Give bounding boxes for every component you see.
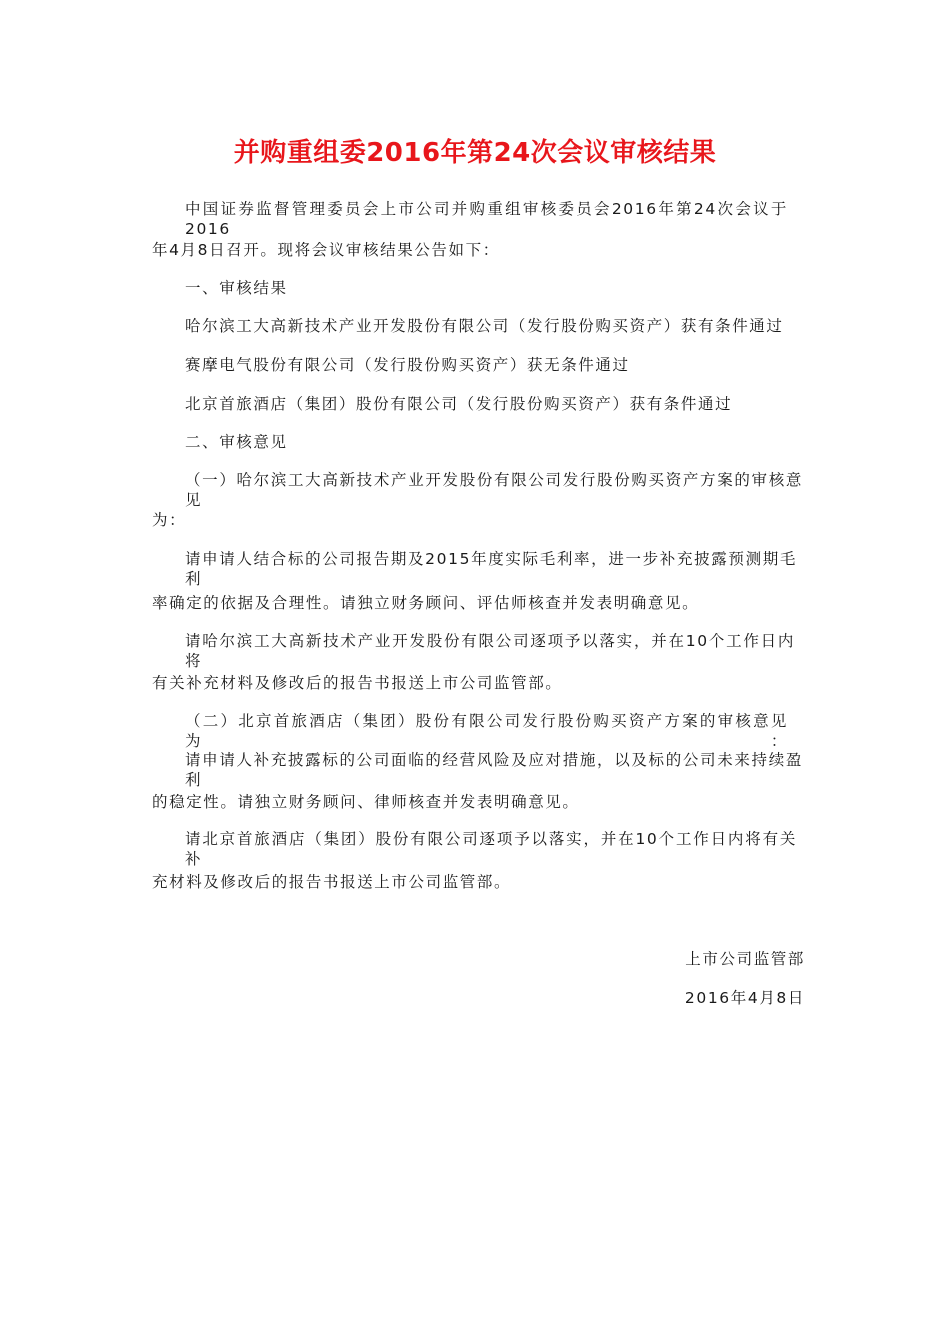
intro-line-2: 年4月8日召开。现将会议审核结果公告如下： (152, 241, 500, 259)
opinion1-paragraph-1-line-1: 请申请人结合标的公司报告期及2015年度实际毛利率，进一步补充披露预测期毛利 (185, 550, 797, 588)
section-heading-results: 一、审核结果 (185, 279, 288, 297)
opinion2-paragraph-1-line-1: 请申请人补充披露标的公司面临的经营风险及应对措施，以及标的公司未来持续盈利 (185, 751, 803, 789)
signature-department: 上市公司监管部 (685, 950, 805, 968)
result-item: 赛摩电气股份有限公司（发行股份购买资产）获无条件通过 (185, 356, 630, 374)
signature-date: 2016年4月8日 (684, 989, 805, 1007)
result-item: 北京首旅酒店（集团）股份有限公司（发行股份购买资产）获有条件通过 (185, 395, 733, 413)
opinion2-paragraph-1-line-2: 的稳定性。请独立财务顾问、律师核查并发表明确意见。 (152, 793, 580, 811)
opinion2-heading: （二）北京首旅酒店（集团）股份有限公司发行股份购买资产方案的审核意见为： (185, 712, 788, 750)
opinion2-paragraph-2-line-2: 充材料及修改后的报告书报送上市公司监管部。 (152, 873, 512, 891)
opinion1-paragraph-2-line-1: 请哈尔滨工大高新技术产业开发股份有限公司逐项予以落实，并在10个工作日内将 (185, 632, 795, 670)
intro-line-1: 中国证券监督管理委员会上市公司并购重组审核委员会2016年第24次会议于2016 (185, 200, 788, 238)
opinion2-paragraph-2-line-1: 请北京首旅酒店（集团）股份有限公司逐项予以落实，并在10个工作日内将有关补 (185, 830, 797, 868)
document-title: 并购重组委2016年第24次会议审核结果 (233, 138, 717, 168)
opinion1-heading-line-2: 为： (152, 511, 187, 529)
result-item: 哈尔滨工大高新技术产业开发股份有限公司（发行股份购买资产）获有条件通过 (185, 317, 784, 335)
section-heading-opinions: 二、审核意见 (185, 433, 288, 451)
opinion1-heading-line-1: （一）哈尔滨工大高新技术产业开发股份有限公司发行股份购买资产方案的审核意见 (185, 471, 803, 509)
opinion1-paragraph-1-line-2: 率确定的依据及合理性。请独立财务顾问、评估师核查并发表明确意见。 (152, 594, 700, 612)
opinion1-paragraph-2-line-2: 有关补充材料及修改后的报告书报送上市公司监管部。 (152, 674, 563, 692)
